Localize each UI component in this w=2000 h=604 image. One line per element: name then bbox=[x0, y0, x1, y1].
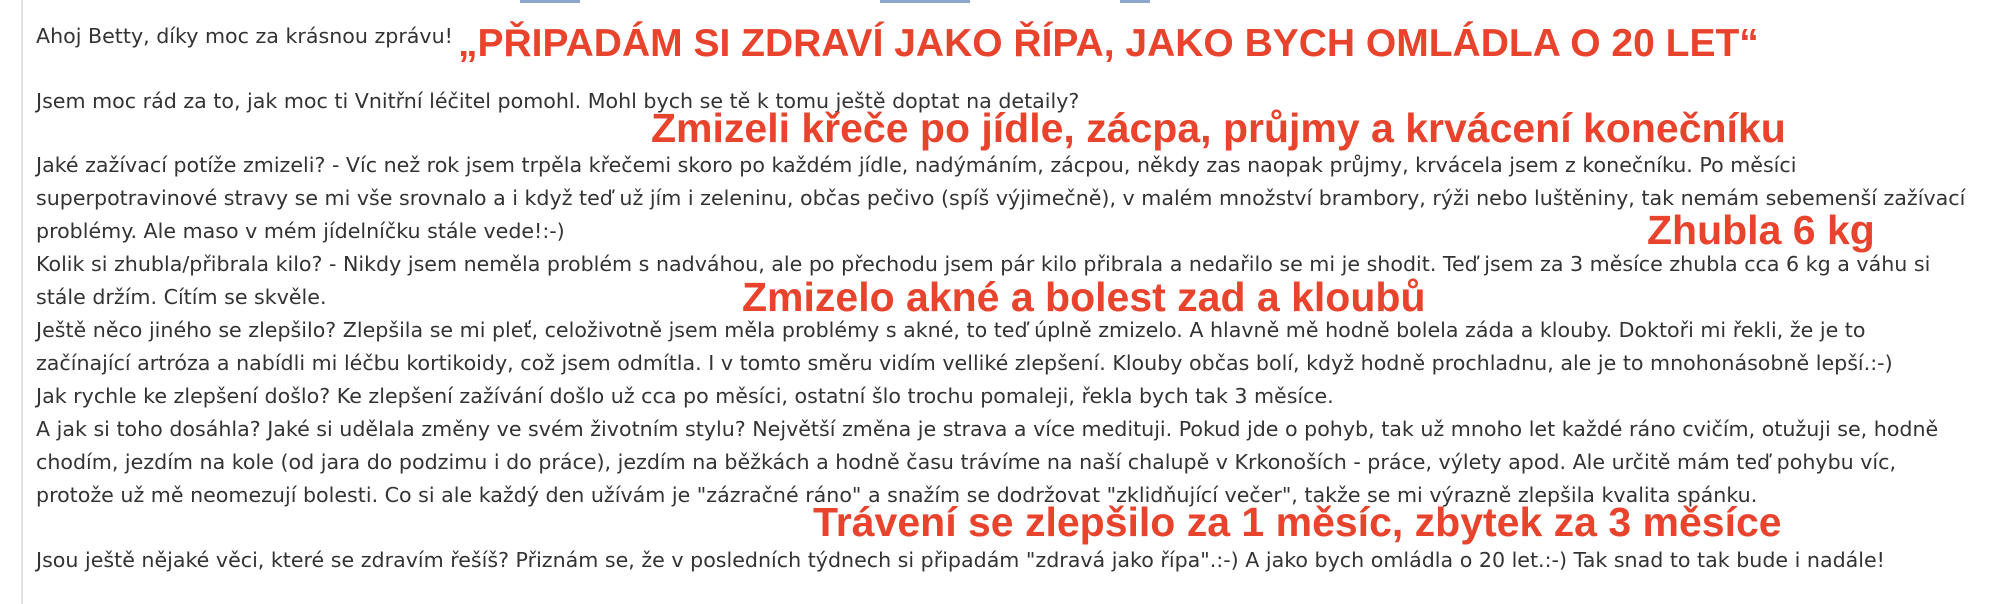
cropped-link-fragment bbox=[880, 0, 970, 3]
q3-line: začínající artróza a nabídli mi léčbu kortikoidy, což jsem odmítla. I v tomto směru vidím velliké zlepšení. Klouby občas bolí, když hodně prochladnu, ale je to mnohonásobně lepší.:-) bbox=[36, 351, 1893, 375]
q4-paragraph: Jak rychle ke zlepšení došlo? Ke zlepšení zažívání došlo už cca po měsíci, ostatní šlo trochu pomaleji, řekla bych tak 3 měsíce. bbox=[36, 384, 1334, 408]
q2-line: Kolik si zhubla/přibrala kilo? - Nikdy jsem neměla problém s nadváhou, ale po přechodu jsem pár kilo přibrala a nedařilo se mi je shodit. Teď jsem za 3 měsíce zhubla cca 6 kg a váhu si bbox=[36, 252, 1931, 276]
highlight-weight: Zhubla 6 kg bbox=[1647, 207, 1875, 253]
q3-line: Ještě něco jiného se zlepšilo? Zlepšila se mi pleť, celoživotně jsem měla problémy s akné, to teď úplně zmizelo. A hlavně mě hodně bolela záda a klouby. Doktoři mi řekli, že je to bbox=[36, 318, 1866, 342]
q1-line: superpotravinové stravy se mi vše srovnalo a i když teď už jím i zeleninu, občas pečivo (spíš výjimečně), v malém množství brambory, rýži nebo luštěniny, tak nemám sebemenší zažívací bbox=[36, 186, 1966, 210]
q1-line: Jaké zažívací potíže zmizeli? - Víc než rok jsem trpěla křečemi skoro po každém jídle, nadýmáním, zácpou, někdy zas naopak průjmy, krvácela jsem z konečníku. Po měsíci bbox=[36, 153, 1797, 177]
q6-paragraph: Jsou ještě nějaké věci, které se zdravím řešíš? Přiznám se, že v posledních týdnech si připadám "zdravá jako řípa".:-) A jako bych omládla o 20 let.:-) Tak snad to tak bude i nadále! bbox=[36, 548, 1885, 572]
highlight-quote: „PŘIPADÁM SI ZDRAVÍ JAKO ŘÍPA, JAKO BYCH OMLÁDLA O 20 LET“ bbox=[458, 22, 1759, 65]
q5-line: protože už mě neomezují bolesti. Co si ale každý den užívám je "zázračné ráno" a snažím se dodržovat "zklidňující večer", takže se mi výrazně zlepšila kvalita spánku. bbox=[36, 483, 1758, 507]
q1-line: problémy. Ale maso v mém jídelníčku stále vede!:-) bbox=[36, 219, 565, 243]
q5-line: chodím, jezdím na kole (od jara do podzimu i do práce), jezdím na běžkách a hodně času trávíme na naší chalupě v Krkonoších - práce, výlety apod. Ale určitě mám teď pohybu víc, bbox=[36, 450, 1897, 474]
highlight-skin-joints: Zmizelo akné a bolest zad a kloubů bbox=[742, 274, 1426, 320]
cropped-top-edge bbox=[0, 0, 2000, 4]
cropped-link-fragment bbox=[520, 0, 580, 3]
highlight-digestion: Zmizeli křeče po jídle, zácpa, průjmy a krvácení konečníku bbox=[651, 105, 1786, 151]
q5-line: A jak si toho dosáhla? Jaké si udělala změny ve svém životním stylu? Největší změna je strava a více medituji. Pokud jde o pohyb, tak už mnoho let každé ráno cvičím, otužuji se, hodně bbox=[36, 417, 1939, 441]
intro-paragraph: Jsem moc rád za to, jak moc ti Vnitřní léčitel pomohl. Mohl bych se tě k tomu ještě doptat na detaily? bbox=[36, 89, 1080, 113]
quote-border bbox=[21, 0, 23, 604]
cropped-link-fragment bbox=[1120, 0, 1150, 3]
q2-line: stále držím. Cítím se skvěle. bbox=[36, 285, 327, 309]
greeting: Ahoj Betty, díky moc za krásnou zprávu! bbox=[36, 24, 453, 48]
highlight-timeline: Trávení se zlepšilo za 1 měsíc, zbytek za 3 měsíce bbox=[813, 499, 1782, 545]
